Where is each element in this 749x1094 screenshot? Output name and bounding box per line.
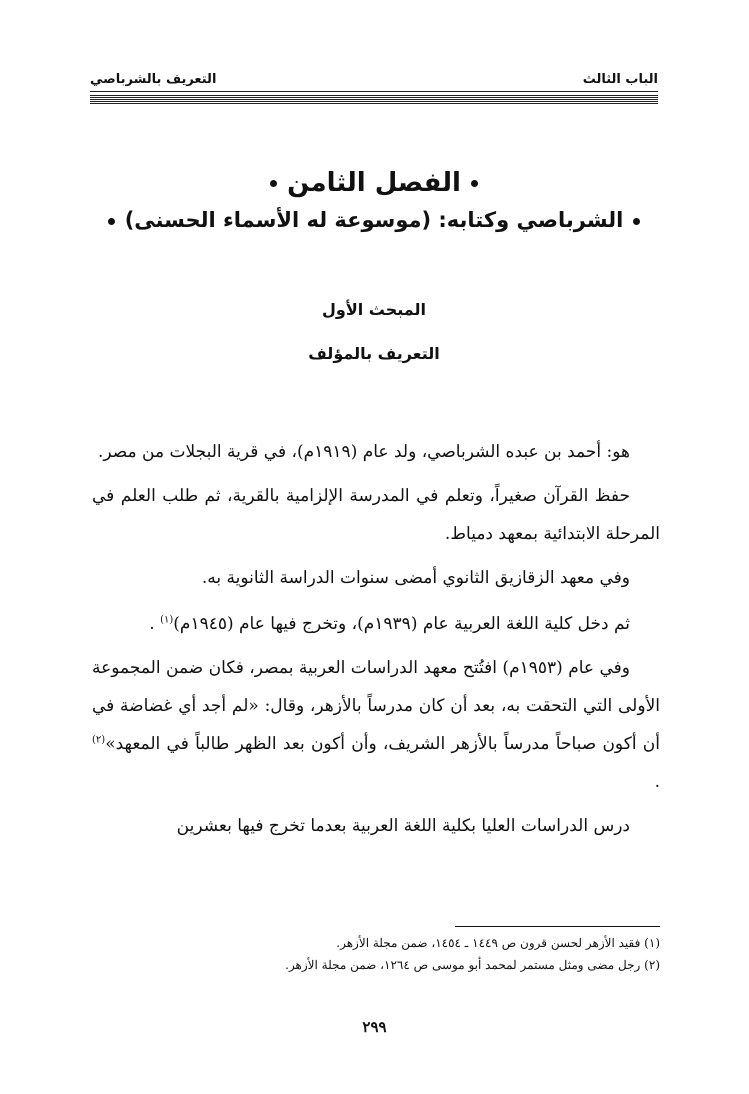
paragraph: وفي معهد الزقازيق الثانوي أمضى سنوات الدراسة الثانوية به. [201,568,630,588]
running-header [90,68,658,90]
chapter-title [90,168,658,198]
bullet-icon [270,180,277,187]
bullet-icon [108,218,115,225]
footnote: (١) فقيد الأزهر لحسن قرون ص ١٤٤٩ ـ ١٤٥٤، ضمن مجلة الأزهر. [336,936,660,950]
footnote-ref: (١) [160,614,174,626]
paragraph: حفظ القرآن صغيراً، وتعلم في المدرسة الإلزامية بالقرية، ثم طلب العلم في المرحلة الابتدائية بمعهد دمياط. [92,486,660,544]
header-topic-label: التعريف بالشرباصي [90,71,217,87]
paragraph [92,649,660,801]
paragraph [92,605,660,643]
section-subheading: التعريف بالمؤلف [308,344,440,363]
bullet-icon [471,180,478,187]
paragraph-tail: . [149,614,161,634]
section-heading: المبحث الأول [321,300,426,319]
paragraph-text: وفي عام (١٩٥٣م) افتُتح معهد الدراسات العربية بمصر، فكان ضمن المجموعة الأولى التي التحقت به، بعد أن كان مدرساً بالأزهر، وقال: «لم أجد أي غضاضة في أن أكون صباحاً مدرساً بالأزهر الشريف، وأن أكون بعد الظهر طالباً في المعهد» [92,658,660,754]
header-chapter-label: الباب الثالث [582,71,658,87]
paragraph: هو: أحمد بن عبده الشرباصي، ولد عام (١٩١٩م)، في قرية البجلات من مصر. [98,442,630,462]
paragraph-text: ثم دخل كلية اللغة العربية عام (١٩٣٩م)، وتخرج فيها عام (١٩٤٥م) [173,614,630,634]
chapter-title-text: الفصل الثامن [287,168,461,198]
chapter-subtitle [90,208,658,232]
body-text [92,433,660,851]
header-hatched-rule [90,95,658,105]
footnote-ref: (٢) [92,734,106,746]
footnote-divider [455,926,660,927]
page-number: ٢٩٩ [362,1018,387,1036]
chapter-subtitle-text: الشرباصي وكتابه: (موسوعة له الأسماء الحسنى) [124,208,624,232]
footnotes [92,932,660,976]
footnote: (٢) رجل مضى ومثل مستمر لمحمد أبو موسى ص ١٢٦٤، ضمن مجلة الأزهر. [285,958,660,972]
paragraph: درس الدراسات العليا بكلية اللغة العربية بعدما تخرج فيها بعشرين [176,816,630,836]
paragraph-tail: . [654,772,660,792]
bullet-icon [633,218,640,225]
header-thin-rule [90,91,658,92]
